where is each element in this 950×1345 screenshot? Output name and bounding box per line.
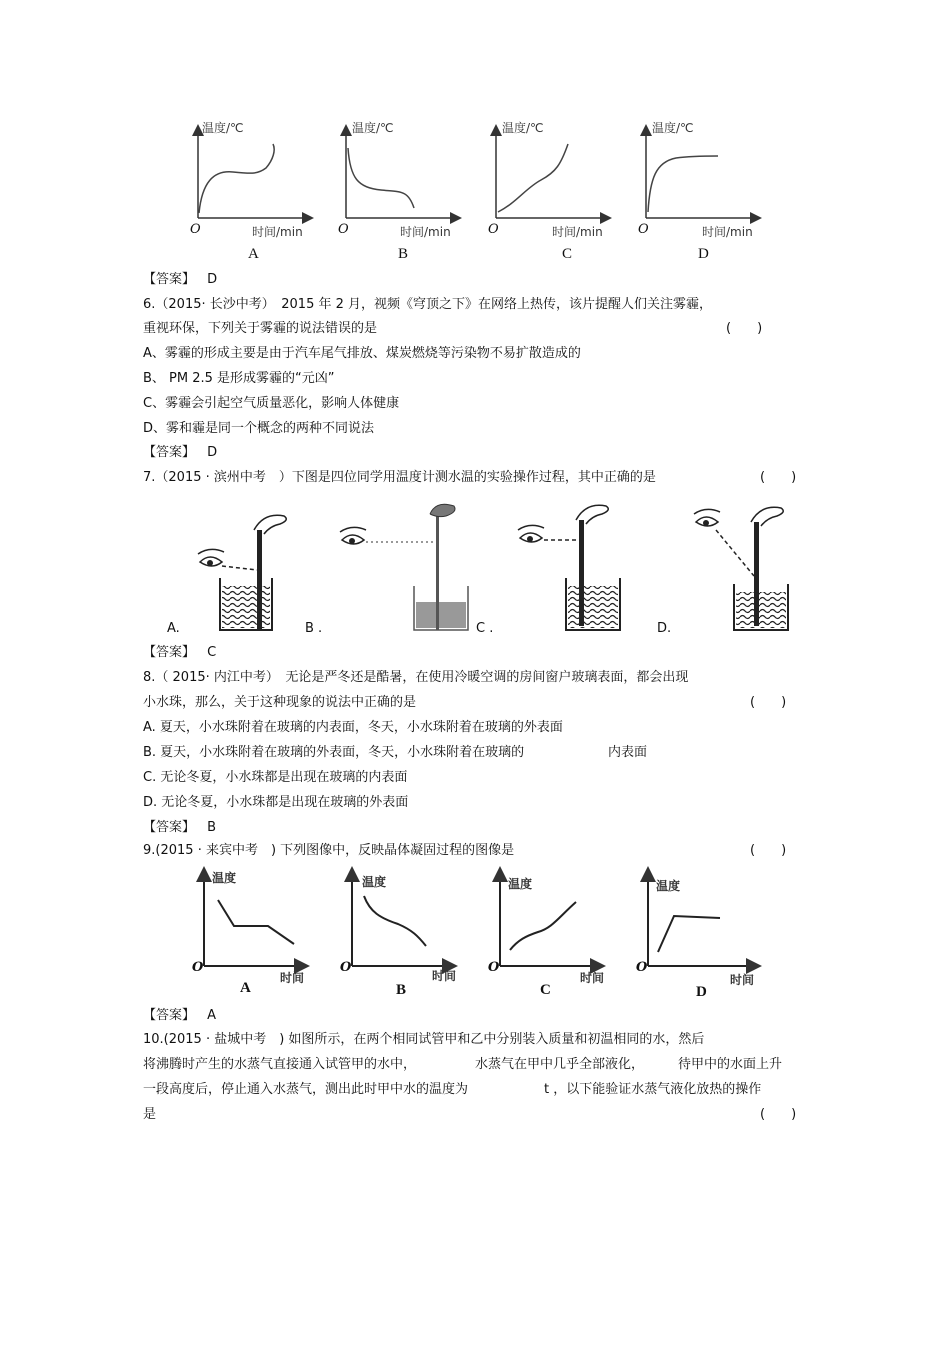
q6-stem-line-2: 重视环保，下列关于雾霾的说法错误的是 <box>143 321 378 336</box>
q9-answer-line <box>143 1008 216 1024</box>
q8-option-d: D. 无论冬夏，小水珠都是出现在玻璃的外表面 <box>143 795 409 810</box>
q5-graph-d <box>636 118 766 263</box>
q5-answer-line <box>143 272 217 288</box>
q5-graph-d-plot <box>636 118 766 263</box>
answer-label: 【答案】 <box>143 445 196 460</box>
q9-d-letter: D <box>696 984 707 1000</box>
q7-figure-d <box>694 507 788 630</box>
q9-a-xlabel: 时间 <box>280 971 305 985</box>
answer-value: D <box>207 272 218 287</box>
q9-graph-c <box>486 868 606 998</box>
q5-b-letter: B <box>398 246 409 262</box>
q7-answer-bracket: ( ) <box>760 470 797 485</box>
answer-value: A <box>207 1008 217 1023</box>
q9-c-ylabel: 温度 <box>508 877 533 891</box>
q10-line-1: 10.(2015 · 盐城中考 ) 如图所示，在两个相同试管甲和乙中分别装入质量和初温相同的水，然后 <box>143 1032 705 1047</box>
q10-line-4: 是 <box>143 1107 157 1122</box>
q9-graph-a <box>190 868 310 998</box>
answer-label: 【答案】 <box>143 272 196 287</box>
q9-stem: 9.(2015 · 来宾中考 ) 下列图像中，反映晶体凝固过程的图像是 <box>143 843 515 858</box>
q9-answer-bracket: ( ) <box>750 843 787 858</box>
q8-stem-line-1: 8.（ 2015· 内江中考） 无论是严冬还是酷暑，在使用冷暖空调的房间窗户玻璃表面，都会出现 <box>143 670 689 685</box>
q9-d-ylabel: 温度 <box>656 879 681 893</box>
q9-d-origin: O <box>636 960 648 975</box>
q5-d-origin: O <box>638 222 649 237</box>
answer-label: 【答案】 <box>143 1008 196 1023</box>
q7-figure-b <box>340 504 468 630</box>
q5-a-xlabel: 时间/min <box>252 225 303 239</box>
answer-value: B <box>207 820 217 835</box>
q5-graph-a <box>188 118 318 263</box>
q5-d-letter: D <box>698 246 709 262</box>
q6-option-b: B、 PM 2.5 是形成雾霾的“元凶” <box>143 371 335 386</box>
q5-graph-b <box>336 118 466 263</box>
q7-answer-line <box>143 645 216 661</box>
q10-line-3a: 一段高度后，停止通入水蒸气，测出此时甲中水的温度为 <box>143 1082 469 1097</box>
q9-a-ylabel: 温度 <box>212 871 237 885</box>
answer-value: D <box>207 445 218 460</box>
q5-c-ylabel: 温度/℃ <box>502 121 544 135</box>
q8-option-b-tail: 内表面 <box>608 745 648 760</box>
q8-option-c: C. 无论冬夏，小水珠都是出现在玻璃的内表面 <box>143 770 408 785</box>
q9-b-letter: B <box>396 982 407 998</box>
answer-label: 【答案】 <box>143 820 196 835</box>
q5-graph-b-plot <box>336 118 466 263</box>
q9-c-letter: C <box>540 982 551 998</box>
q8-answer-line <box>143 820 216 836</box>
q10-line-3b: t ，以下能验证水蒸气液化放热的操作 <box>544 1082 762 1097</box>
q5-b-xlabel: 时间/min <box>400 225 451 239</box>
q9-graph-b <box>338 868 458 998</box>
q9-a-origin: O <box>192 960 204 975</box>
q10-line-2a: 将沸腾时产生的水蒸气直接通入试管甲的水中， <box>143 1057 417 1072</box>
q10-line-2b: 水蒸气在甲中几乎全部液化， <box>475 1057 645 1072</box>
q5-d-xlabel: 时间/min <box>702 225 753 239</box>
q7-label-d: D. <box>657 621 672 636</box>
q8-stem-line-2: 小水珠，那么，关于这种现象的说法中正确的是 <box>143 695 417 710</box>
q5-a-letter: A <box>248 246 259 262</box>
q8-option-a: A. 夏天，小水珠附着在玻璃的内表面，冬天，小水珠附着在玻璃的外表面 <box>143 720 563 735</box>
q7-label-a: A. <box>167 621 180 636</box>
q5-c-xlabel: 时间/min <box>552 225 603 239</box>
q9-a-letter: A <box>240 980 251 996</box>
q10-line-2c: 待甲中的水面上升 <box>678 1057 783 1072</box>
answer-value: C <box>207 645 217 660</box>
q6-answer-bracket: ( ) <box>726 321 763 336</box>
q5-c-letter: C <box>562 246 573 262</box>
q5-graph-c <box>486 118 616 263</box>
q7-thermometer-figures <box>190 500 810 640</box>
q5-a-ylabel: 温度/℃ <box>202 121 244 135</box>
q7-label-c: C . <box>476 621 494 636</box>
q5-c-origin: O <box>488 222 499 237</box>
q9-c-origin: O <box>488 960 500 975</box>
q9-b-ylabel: 温度 <box>362 875 387 889</box>
q7-label-b: B . <box>305 621 323 636</box>
q9-c-xlabel: 时间 <box>580 971 605 985</box>
q8-option-b: B. 夏天，小水珠附着在玻璃的外表面，冬天，小水珠附着在玻璃的 <box>143 745 525 760</box>
answer-label: 【答案】 <box>143 645 196 660</box>
q7-figure-c <box>518 505 620 630</box>
q5-graph-c-plot <box>486 118 616 263</box>
q6-option-d: D、雾和霾是同一个概念的两种不同说法 <box>143 421 375 436</box>
q5-a-origin: O <box>190 222 201 237</box>
q6-stem-line-1: 6.（2015· 长沙中考） 2015 年 2 月，视频《穹顶之下》在网络上热传，该片提醒人们关注雾霾， <box>143 297 713 312</box>
q6-option-a: A、雾霾的形成主要是由于汽车尾气排放、煤炭燃烧等污染物不易扩散造成的 <box>143 346 581 361</box>
q9-b-xlabel: 时间 <box>432 969 457 983</box>
q5-d-ylabel: 温度/℃ <box>652 121 694 135</box>
q10-answer-bracket: ( ) <box>760 1107 797 1122</box>
q9-d-xlabel: 时间 <box>730 973 755 987</box>
q5-graph-a-plot <box>188 118 318 263</box>
q6-option-c: C、雾霾会引起空气质量恶化，影响人体健康 <box>143 396 400 411</box>
q5-b-origin: O <box>338 222 349 237</box>
q7-figure-a <box>198 515 286 630</box>
q6-answer-line <box>143 445 217 461</box>
q5-b-ylabel: 温度/℃ <box>352 121 394 135</box>
q9-b-origin: O <box>340 960 352 975</box>
q8-answer-bracket: ( ) <box>750 695 787 710</box>
q7-stem: 7.（2015 · 滨州中考 ）下图是四位同学用温度计测水温的实验操作过程，其中正确的是 <box>143 470 656 485</box>
q9-graph-d <box>634 868 764 998</box>
